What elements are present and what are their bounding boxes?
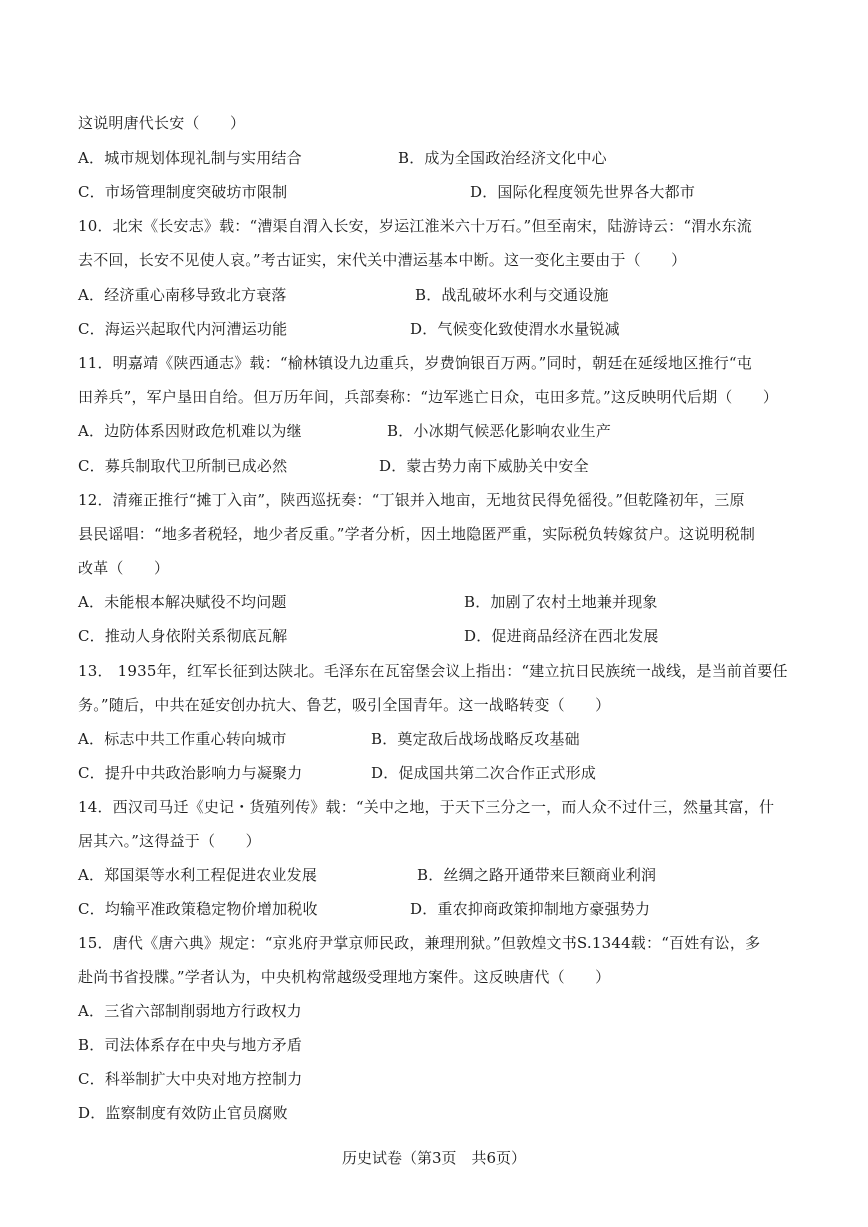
q9-option-d: D．国际化程度领先世界各大都市 <box>470 183 696 201</box>
q9-option-c: C．市场管理制度突破坊市限制 <box>78 183 288 201</box>
q14-stem-line2: 居其六。”这得益于（ ） <box>78 832 261 850</box>
q13-option-d: D．促成国共第二次合作正式形成 <box>371 764 597 782</box>
q15-stem-line1: 15．唐代《唐六典》规定：“京兆府尹掌京师民政，兼理刑狱。”但敦煌文书S.1344载：“百姓有讼，多 <box>78 934 761 952</box>
q13-option-b: B．奠定敌后战场战略反攻基础 <box>371 730 580 748</box>
q12-option-c: C．推动人身依附关系彻底瓦解 <box>78 627 288 645</box>
q15-option-c: C．科举制扩大中央对地方控制力 <box>78 1070 303 1088</box>
q12-stem-line1: 12．清雍正推行“摊丁入亩”，陕西巡抚奏：“丁银并入地亩，无地贫民得免徭役。”但乾隆初年，三原 <box>78 491 745 509</box>
q9-stem-tail: 这说明唐代长安（ ） <box>78 114 246 132</box>
q11-stem-line1: 11．明嘉靖《陕西通志》载：“榆林镇设九边重兵，岁费饷银百万两。”同时，朝廷在延绥地区推行“屯 <box>78 354 752 372</box>
q10-option-c: C．海运兴起取代内河漕运功能 <box>78 320 288 338</box>
q10-option-b: B．战乱破坏水利与交通设施 <box>415 286 609 304</box>
page-footer: 历史试卷（第3页 共6页） <box>341 1149 527 1167</box>
q10-stem-line1: 10．北宋《长安志》载：“漕渠自渭入长安，岁运江淮米六十万石。”但至南宋，陆游诗云：“渭水东流 <box>78 217 752 235</box>
q15-option-b: B．司法体系存在中央与地方矛盾 <box>78 1036 303 1054</box>
q14-option-a: A．郑国渠等水利工程促进农业发展 <box>78 866 318 884</box>
q13-stem-line1: 13． 1935年，红军长征到达陕北。毛泽东在瓦窑堡会议上指出：“建立抗日民族统一战线，是当前首要任 <box>78 662 788 680</box>
q13-option-c: C．提升中共政治影响力与凝聚力 <box>78 764 303 782</box>
q15-option-a: A．三省六部制削弱地方行政权力 <box>78 1002 302 1020</box>
q15-option-d: D．监察制度有效防止官员腐败 <box>78 1104 288 1122</box>
q12-option-b: B．加剧了农村土地兼并现象 <box>464 593 658 611</box>
q12-stem-line3: 改革（ ） <box>78 559 170 577</box>
q13-option-a: A．标志中共工作重心转向城市 <box>78 730 287 748</box>
q12-option-d: D．促进商品经济在西北发展 <box>464 627 659 645</box>
q11-stem-line2: 田养兵”，军户垦田自给。但万历年间，兵部奏称：“边军逃亡日众，屯田多荒。”这反映明代后期（ ） <box>78 388 779 406</box>
q10-stem-line2: 去不回，长安不见使人哀。”考古证实，宋代关中漕运基本中断。这一变化主要由于（ ） <box>78 251 687 269</box>
q11-option-c: C．募兵制取代卫所制已成必然 <box>78 457 288 475</box>
q12-stem-line2: 县民谣唱：“地多者税轻，地少者反重。”学者分析，因土地隐匿严重，实际税负转嫁贫户。这说明税制 <box>78 525 756 543</box>
q12-option-a: A．未能根本解决赋役不均问题 <box>78 593 287 611</box>
q11-option-d: D．蒙古势力南下威胁关中安全 <box>379 457 589 475</box>
q15-stem-line2: 赴尚书省投牒。”学者认为，中央机构常越级受理地方案件。这反映唐代（ ） <box>78 968 611 986</box>
q14-stem-line1: 14．西汉司马迁《史记・货殖列传》载：“关中之地，于天下三分之一，而人众不过什三，然量其富，什 <box>78 798 775 816</box>
q11-option-b: B．小冰期气候恶化影响农业生产 <box>387 422 612 440</box>
q10-option-a: A．经济重心南移导致北方衰落 <box>78 286 287 304</box>
q11-option-a: A．边防体系因财政危机难以为继 <box>78 422 302 440</box>
q14-option-c: C．均输平准政策稳定物价增加税收 <box>78 900 318 918</box>
q14-option-d: D．重农抑商政策抑制地方豪强势力 <box>410 900 651 918</box>
q14-option-b: B．丝绸之路开通带来巨额商业利润 <box>417 866 657 884</box>
q9-option-a: A．城市规划体现礼制与实用结合 <box>78 149 302 167</box>
q10-option-d: D．气候变化致使渭水水量锐减 <box>410 320 620 338</box>
q9-option-b: B．成为全国政治经济文化中心 <box>398 149 607 167</box>
q13-stem-line2: 务。”随后，中共在延安创办抗大、鲁艺，吸引全国青年。这一战略转变（ ） <box>78 696 611 714</box>
